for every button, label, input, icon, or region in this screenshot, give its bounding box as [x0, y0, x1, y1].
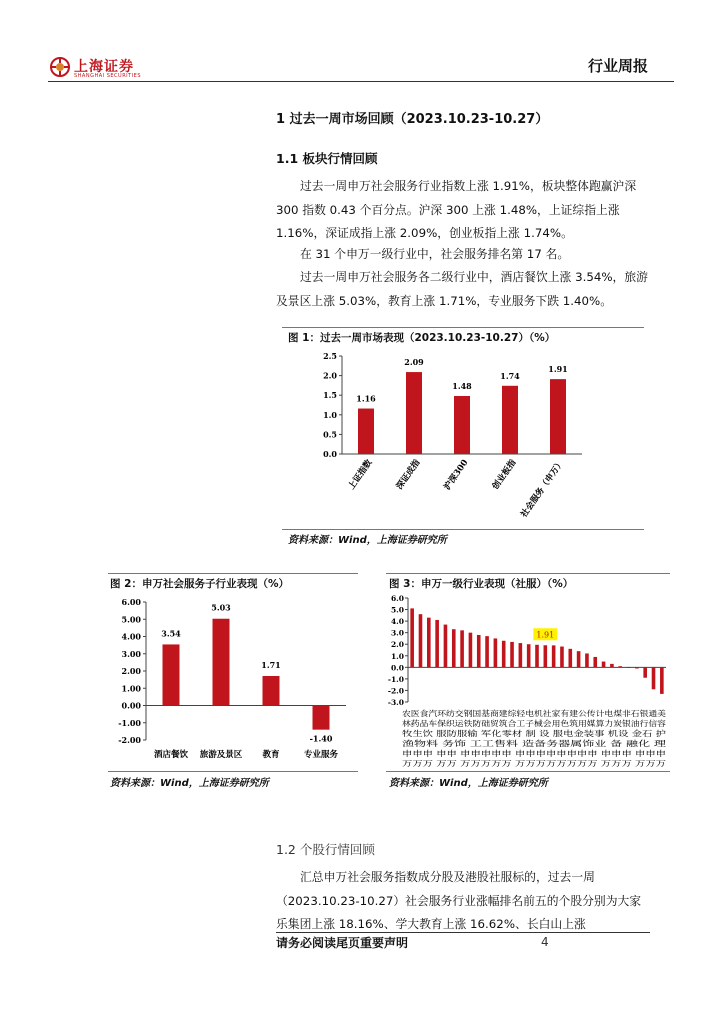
bar	[593, 657, 597, 667]
x-tick-label: 旅游及景区	[199, 750, 243, 760]
y-tick-label: 2.5	[323, 351, 337, 361]
bar	[652, 667, 656, 689]
y-tick-label: 1.5	[323, 390, 337, 401]
header-divider	[48, 81, 674, 82]
figure3-chart	[386, 590, 670, 770]
y-tick-label: -2.0	[387, 686, 404, 696]
highlight-label: 1.91	[536, 630, 555, 640]
y-tick-label: -2.00	[118, 735, 141, 745]
brand-name-en: SHANGHAI SECURITIES	[74, 73, 142, 79]
bar	[444, 625, 448, 668]
page-number: 4	[541, 935, 549, 949]
x-tick-label: 教育	[262, 750, 280, 760]
bar	[577, 651, 581, 667]
report-type: 行业周报	[587, 57, 648, 75]
figure2-chart	[108, 592, 358, 770]
x-tick-labels-5: 申申申 申申 申申申申申 申申申申申申申申 申申申 申申申	[402, 749, 666, 758]
bar	[568, 649, 572, 667]
data-label: 1.91	[548, 364, 568, 375]
y-tick-label: 6.00	[121, 597, 141, 607]
bar	[635, 667, 639, 668]
x-tick-labels-1: 农医食汽环纺交钢国基商建综轻电机社家有建公传计电煤非石银通美	[402, 709, 666, 718]
paragraph-subindustry: 过去一周申万社会服务各二级行业中，酒店餐饮上涨 3.54%，旅游及景区上涨 5.03%，教育上涨 1.71%，专业服务下跌 1.40%。	[276, 270, 648, 308]
section-title: 1 过去一周市场回顾（2023.10.23-10.27）	[276, 112, 549, 127]
y-tick-label: 6.0	[390, 594, 404, 603]
bar	[460, 630, 464, 667]
y-tick-label: 1.0	[390, 651, 404, 661]
footer-divider	[276, 932, 650, 933]
bar	[477, 635, 481, 667]
bar	[502, 641, 506, 668]
bar	[358, 409, 374, 454]
bar	[313, 706, 330, 730]
data-label: -1.40	[309, 733, 333, 744]
figure2-top-rule	[108, 573, 358, 574]
figure2-title: 图 2：申万社会服务子行业表现（%）	[110, 578, 289, 590]
x-tick-label: 深证成指	[394, 457, 423, 492]
figure1-title: 图 1：过去一周市场表现（2023.10.23-10.27）（%）	[288, 332, 556, 344]
data-label: 2.09	[404, 357, 424, 368]
y-tick-label: 0.0	[323, 449, 337, 459]
x-tick-label: 上证指数	[346, 457, 375, 492]
bar	[406, 372, 422, 454]
bar	[527, 644, 531, 667]
x-tick-labels-3: 牧生饮 服防服输 军化零材 制 设 服电金装事 机设 金石 护	[402, 729, 666, 738]
y-tick-label: -1.00	[118, 717, 141, 728]
y-tick-label: 4.00	[121, 631, 141, 642]
data-label: 1.16	[356, 393, 376, 404]
y-tick-label: 0.00	[121, 700, 141, 711]
bar	[410, 608, 414, 667]
data-label: 3.54	[161, 628, 181, 639]
paragraph-rank: 在 31 个申万一级行业中，社会服务排名第 17 名。	[300, 247, 570, 261]
bar	[427, 618, 431, 668]
bar	[660, 667, 664, 694]
bar	[618, 666, 622, 667]
bar	[519, 643, 523, 667]
x-tick-label: 专业服务	[303, 750, 339, 760]
y-tick-label: 3.0	[390, 628, 404, 638]
figure1-chart	[282, 346, 644, 528]
bar	[610, 664, 614, 667]
disclaimer-note: 请务必阅读尾页重要声明	[276, 936, 409, 950]
y-tick-label: 0.0	[390, 663, 404, 673]
bar	[419, 614, 423, 667]
x-tick-label: 社会服务（申万）	[519, 457, 567, 520]
x-tick-label: 酒店餐饮	[153, 750, 189, 760]
figure1-top-rule	[282, 327, 644, 328]
data-label: 5.03	[211, 602, 231, 613]
bar	[452, 629, 456, 667]
y-tick-label: 4.0	[390, 617, 404, 627]
bar	[552, 645, 556, 667]
subsection-title-stocks: 1.2 个股行情回顾	[276, 842, 375, 857]
figure2-bottom-rule	[108, 771, 358, 772]
bar	[469, 633, 473, 668]
subsection-title: 1.1 板块行情回顾	[276, 151, 378, 166]
y-tick-label: -1.0	[387, 674, 404, 684]
data-label: 1.71	[261, 660, 281, 671]
y-tick-label: 1.00	[121, 683, 141, 694]
figure3-top-rule	[386, 573, 670, 574]
bar	[585, 653, 589, 667]
bar	[435, 620, 439, 667]
y-tick-label: 2.0	[390, 640, 404, 650]
data-label: 1.48	[452, 380, 472, 391]
bar	[544, 645, 548, 667]
bar	[535, 645, 539, 668]
bar	[494, 638, 498, 667]
figure1-bottom-rule	[282, 529, 644, 530]
bar	[627, 667, 631, 668]
y-tick-label: 3.00	[121, 648, 141, 659]
y-tick-label: -3.0	[387, 698, 404, 707]
figure2-source: 资料来源：Wind，上海证券研究所	[110, 778, 269, 789]
bar	[602, 662, 606, 668]
x-tick-labels-4: 渔物料 务饰 工工售料 造备务器属饰业 备 融化 理	[402, 739, 668, 748]
paragraph-stocks: 汇总申万社会服务指数成分股及港股社服标的，过去一周（2023.10.23-10.27）社会服务行业涨幅排名前五的个股分别为大家乐集团上涨 18.16%、学大教育上涨 16.62%、长白山上涨	[276, 870, 642, 932]
y-tick-label: 0.5	[323, 429, 337, 440]
y-tick-label: 5.00	[121, 614, 141, 625]
bar	[454, 396, 470, 454]
bar	[213, 619, 230, 706]
figure3-source: 资料来源：Wind，上海证券研究所	[389, 778, 548, 789]
bar	[550, 379, 566, 454]
figure3-title: 图 3：申万一级行业表现（社服）（%）	[389, 578, 574, 590]
brand-name: 上海证券	[74, 59, 134, 75]
x-tick-labels-6: 万万万 万万 万万万万万 万万万万万万万万 万万万 万万万	[402, 759, 666, 768]
figure3-bottom-rule	[386, 771, 670, 772]
bar	[643, 667, 647, 677]
bar	[502, 386, 518, 454]
x-tick-labels-2: 林药品车保织运铁防础贸筑合工子械会用色筑用媒算力炭银油行信容	[402, 719, 666, 728]
brand-logo-icon	[50, 57, 70, 77]
bar	[263, 676, 280, 705]
x-tick-label: 沪深300	[442, 457, 471, 493]
bar	[163, 644, 180, 705]
x-tick-label: 创业板指	[490, 457, 519, 492]
bar	[485, 636, 489, 667]
y-tick-label: 2.0	[323, 370, 337, 381]
bar	[510, 642, 514, 667]
y-tick-label: 1.0	[323, 409, 337, 420]
y-tick-label: 2.00	[121, 666, 141, 676]
figure1-source: 资料来源：Wind，上海证券研究所	[288, 535, 447, 546]
bar	[560, 647, 564, 668]
y-tick-label: 5.0	[390, 605, 404, 615]
data-label: 1.74	[500, 370, 520, 381]
paragraph-market: 过去一周申万社会服务行业指数上涨 1.91%，板块整体跑赢沪深 300 指数 0.43 个百分点。沪深 300 上涨 1.48%，上证综指上涨 1.16%，深证成指上涨 2.09%，创业板指上涨 1.74%。	[276, 179, 637, 241]
